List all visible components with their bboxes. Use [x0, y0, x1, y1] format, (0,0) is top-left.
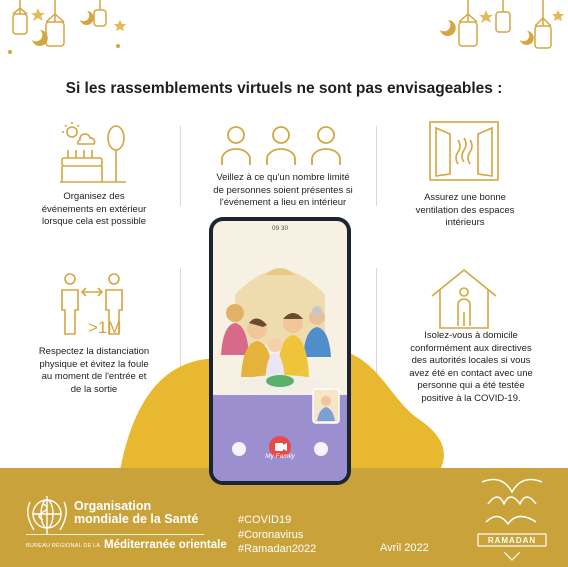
people-limit-icon [218, 125, 344, 167]
ramadan-badge-icon [474, 476, 550, 564]
distance-label: >1M [88, 318, 122, 337]
divider-right-top [376, 126, 377, 206]
hashtag-coronavirus: #Coronavirus [238, 528, 304, 541]
tip-people-limit-text: Veillez à ce qu'un nombre limité de personnes soient présentes si l'événement a lieu en intérieur [213, 172, 353, 208]
page-title: Si les rassemblements virtuels ne sont pas envisageables : [65, 80, 503, 97]
hashtag-covid19: #COVID19 [238, 514, 292, 526]
tip-ventilation-text: Assurez une bonne ventilation des espaces intérieurs [415, 192, 515, 228]
family-video-call-illustration [213, 235, 347, 481]
who-divider [26, 534, 204, 535]
tip-distancing-text: Respectez la distanciation physique et évitez la foule au moment de l'entrée et de la sortie [38, 346, 150, 395]
home-isolation-icon [428, 266, 500, 330]
who-region-prefix: BUREAU RÉGIONAL DE LA [26, 543, 101, 549]
window-ventilation-icon [428, 120, 500, 182]
tip-outdoor-text: Organisez des événements en extérieur lorsque cela est possible [41, 191, 147, 227]
phone-screen [213, 221, 347, 481]
hashtag-ramadan2022: #Ramadan2022 [238, 543, 317, 555]
who-org-name: Organisation mondiale de la Santé [74, 499, 199, 526]
divider-left-top [180, 126, 181, 206]
hashtags [238, 513, 316, 557]
publication-date: Avril 2022 [380, 542, 429, 554]
who-region: Méditerranée orientale [104, 539, 227, 551]
outdoor-event-icon [58, 120, 128, 186]
tip-isolation-text: Isolez-vous à domicile conformément aux directives des autorités locales si vous avez été en contact avec une personne qui a été testée positive à la COVID-19. [409, 330, 533, 404]
phone-status-time: 09 30 [271, 225, 289, 232]
who-emblem-icon [24, 494, 70, 536]
lanterns-right-icon [428, 0, 568, 68]
lanterns-left-icon [0, 0, 140, 68]
ramadan-badge-text: RAMADAN [487, 536, 537, 545]
call-caption: My Family [265, 453, 295, 460]
